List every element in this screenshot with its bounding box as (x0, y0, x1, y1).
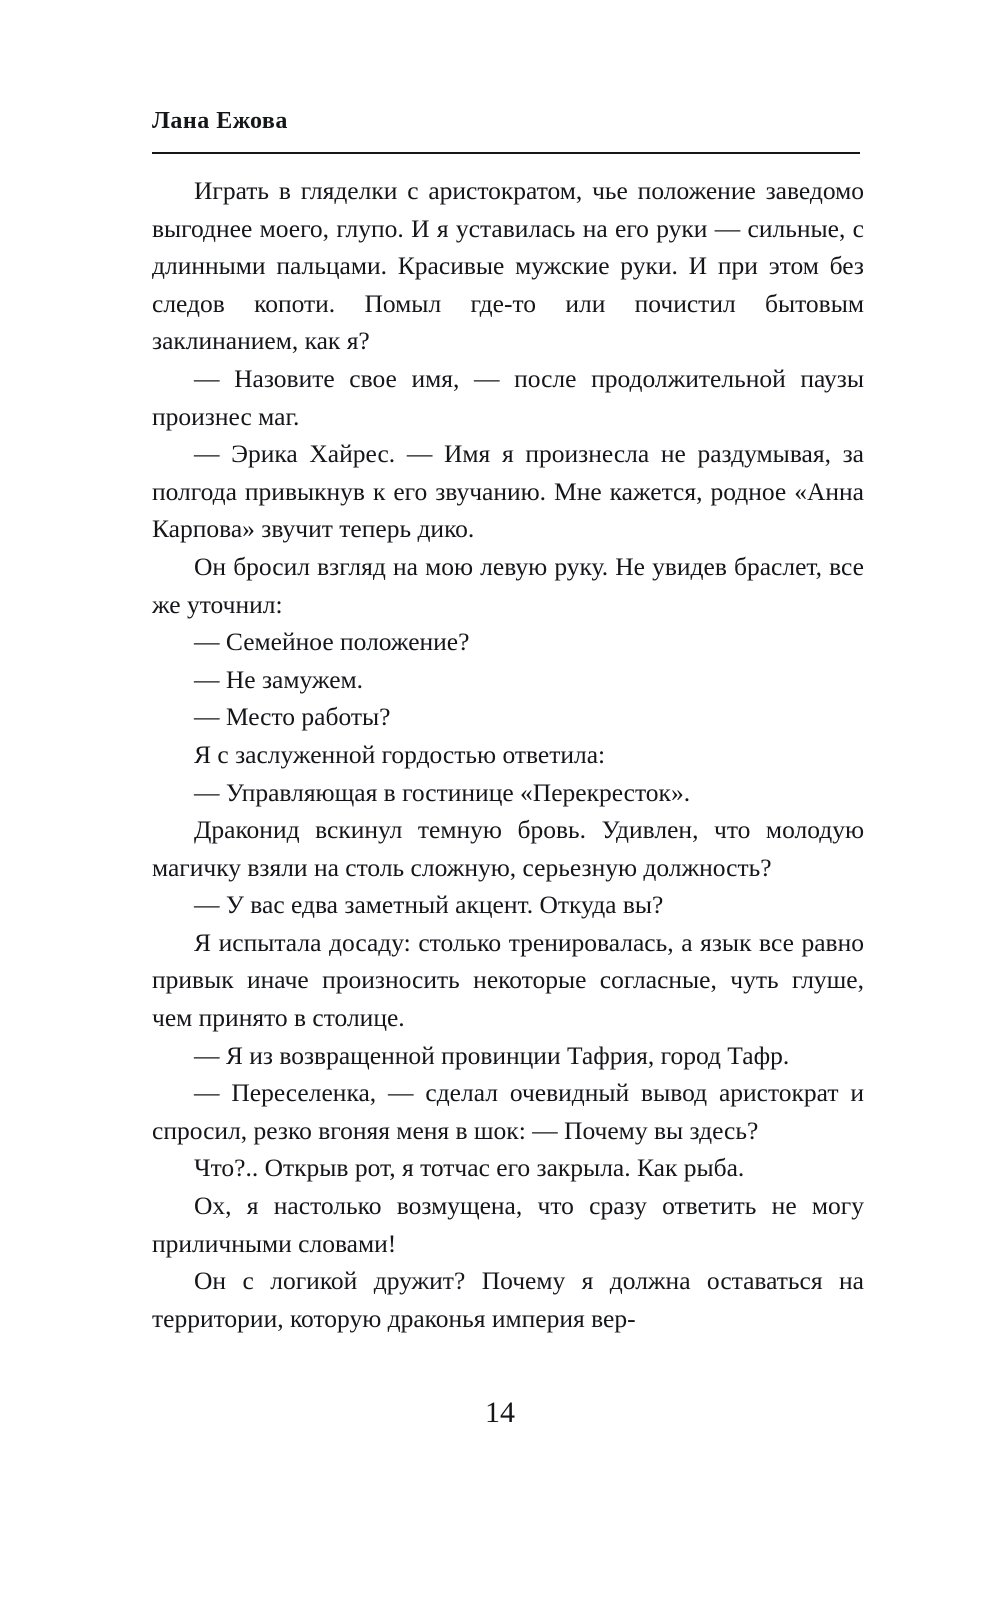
paragraph: Ох, я настолько возмущена, что сразу ответить не могу приличными словами! (152, 1191, 864, 1258)
paragraph: Что?.. Открыв рот, я тотчас его закрыла. Как рыба. (194, 1153, 745, 1183)
paragraph: — Место работы? (194, 702, 391, 732)
paragraph: Играть в гляделки с аристократом, чье положение заведомо выгоднее моего, глупо. И я уставилась на его руки — сильные, с длинными пальцами. Красивые мужские руки. И при этом без следов копоти. Помыл где-то или почистил бытовым заклинанием, как я? (152, 176, 864, 356)
paragraph: Я с заслуженной гордостью ответила: (194, 739, 606, 769)
paragraph: Он с логикой дружит? Почему я должна оставаться на территории, которую драконья империя вер- (152, 1266, 864, 1333)
paragraph: — Не замужем. (194, 664, 364, 694)
paragraph: — Назовите свое имя, — после продолжительной паузы произнес маг. (152, 363, 864, 431)
paragraph: — Управляющая в гостинице «Перекресток». (194, 777, 691, 807)
paragraph: — Эрика Хайрес. — Имя я произнесла не раздумывая, за полгода привыкнув к его звучанию. Мне кажется, родное «Анна Карпова» звучит теперь дико. (152, 439, 864, 544)
running-head-author: Лана Ежова (152, 108, 288, 134)
paragraph: — Переселенка, — сделал очевидный вывод аристократ и спросил, резко вгоняя меня в шок: — Почему вы здесь? (152, 1078, 864, 1145)
paragraph: — Семейное положение? (194, 627, 470, 657)
page-number: 14 (485, 1396, 515, 1429)
header-divider (152, 152, 860, 154)
paragraph: — У вас едва заметный акцент. Откуда вы? (194, 890, 664, 920)
body-text (152, 172, 864, 1337)
paragraph: Он бросил взгляд на мою левую руку. Не увидев браслет, все же уточнил: (152, 551, 864, 619)
paragraph: Я испытала досаду: столько тренировалась, а язык все равно привык иначе произносить некоторые согласные, чуть глуше, чем принято в столице. (152, 927, 864, 1033)
paragraph: — Я из возвращенной провинции Тафрия, город Тафр. (194, 1040, 790, 1070)
paragraph: Драконид вскинул темную бровь. Удивлен, что молодую магичку взяли на столь сложную, серьезную должность? (152, 815, 864, 882)
